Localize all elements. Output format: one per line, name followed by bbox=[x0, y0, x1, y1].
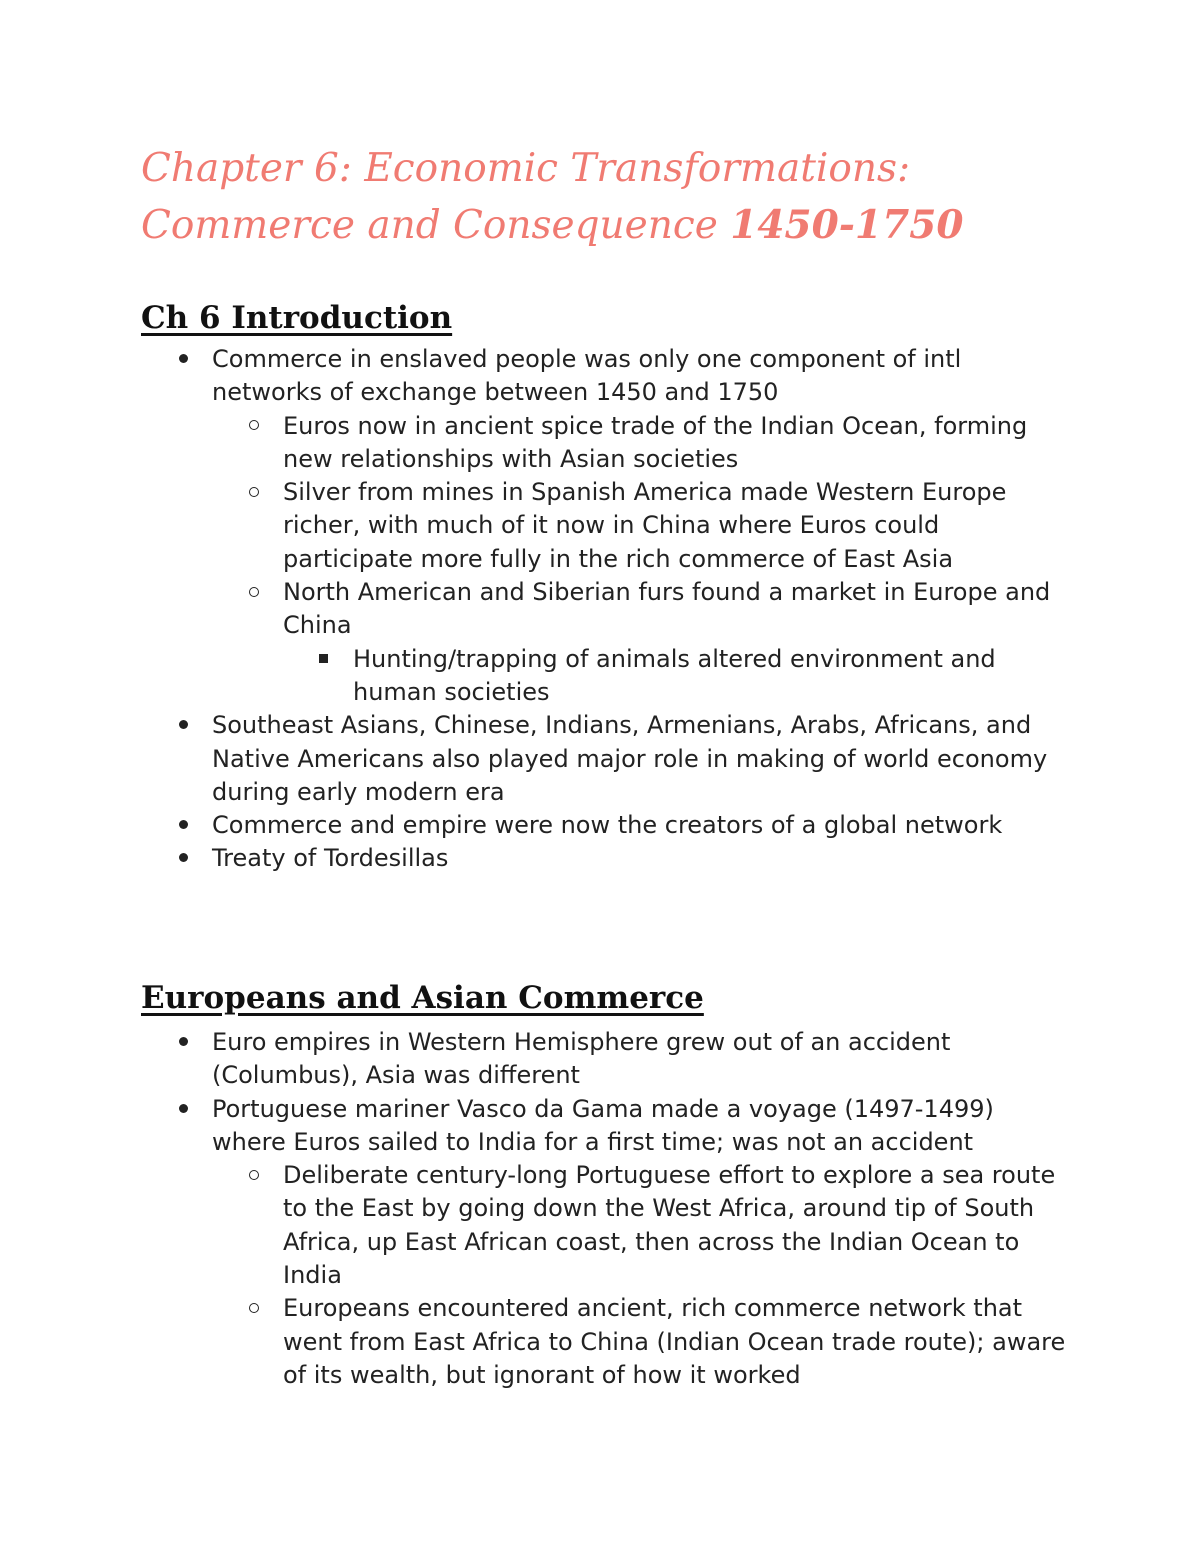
list-item bbox=[141, 1292, 1071, 1392]
list-item-text: Southeast Asians, Chinese, Indians, Armenians, Arabs, Africans, and Native Americans also played major role in making of world economy during early modern era bbox=[212, 711, 1048, 806]
bullet-dot-icon bbox=[173, 1026, 193, 1059]
bullet-dot-icon bbox=[173, 809, 193, 842]
list-item-text: Euros now in ancient spice trade of the Indian Ocean, forming new relationships with Asian societies bbox=[283, 411, 1028, 473]
list-item bbox=[141, 343, 1071, 410]
chapter-title-years: 1450-1750 bbox=[730, 202, 964, 248]
list-item-text: North American and Siberian furs found a market in Europe and China bbox=[283, 578, 1051, 640]
list-item bbox=[141, 410, 1071, 477]
list-item bbox=[141, 809, 1071, 842]
list-item bbox=[141, 1159, 1071, 1292]
bullet-circle-icon bbox=[244, 476, 264, 509]
chapter-title bbox=[141, 140, 1101, 254]
bullet-circle-icon bbox=[244, 1292, 264, 1325]
bullet-dot-icon bbox=[173, 709, 193, 742]
list-item bbox=[141, 643, 1071, 710]
bullet-square-icon bbox=[313, 643, 333, 676]
list-item-text: Commerce in enslaved people was only one component of intl networks of exchange between 1450 and 1750 bbox=[212, 345, 962, 407]
list-item-text: Deliberate century-long Portuguese effort to explore a sea route to the East by going down the West Africa, around tip of South Africa, up East African coast, then across the Indian Ocean to India bbox=[283, 1161, 1056, 1290]
section-heading-intro: Ch 6 Introduction bbox=[141, 300, 453, 336]
list-item-text: Silver from mines in Spanish America made Western Europe richer, with much of it now in China where Euros could participate more fully in the rich commerce of East Asia bbox=[283, 478, 1007, 573]
bullet-circle-icon bbox=[244, 410, 264, 443]
list-item-text: Commerce and empire were now the creators of a global network bbox=[212, 811, 1003, 840]
list-item bbox=[141, 842, 1071, 875]
list-item-text: Hunting/trapping of animals altered environment and human societies bbox=[353, 644, 996, 706]
list-item-text: Portuguese mariner Vasco da Gama made a voyage (1497-1499) where Euros sailed to India for a first time; was not an accident bbox=[212, 1094, 994, 1156]
bullet-circle-icon bbox=[244, 576, 264, 609]
list-item bbox=[141, 1093, 1071, 1160]
bullet-dot-icon bbox=[173, 842, 193, 875]
intro-bullet-list bbox=[141, 343, 1071, 876]
chapter-title-text: Chapter 6: Economic Transformations: Commerce and Consequence bbox=[141, 146, 911, 248]
bullet-dot-icon bbox=[173, 343, 193, 376]
europeans-bullet-list bbox=[141, 1026, 1071, 1392]
section-heading-europeans-asian-commerce: Europeans and Asian Commerce bbox=[141, 980, 704, 1016]
list-item bbox=[141, 576, 1071, 643]
list-item-text: Euro empires in Western Hemisphere grew out of an accident (Columbus), Asia was different bbox=[212, 1028, 951, 1090]
list-item bbox=[141, 476, 1071, 576]
list-item-text: Europeans encountered ancient, rich commerce network that went from East Africa to China (Indian Ocean trade route); aware of its wealth, but ignorant of how it worked bbox=[283, 1294, 1066, 1389]
list-item-text: Treaty of Tordesillas bbox=[212, 844, 449, 873]
list-item bbox=[141, 709, 1071, 809]
bullet-dot-icon bbox=[173, 1093, 193, 1126]
bullet-circle-icon bbox=[244, 1159, 264, 1192]
list-item bbox=[141, 1026, 1071, 1093]
